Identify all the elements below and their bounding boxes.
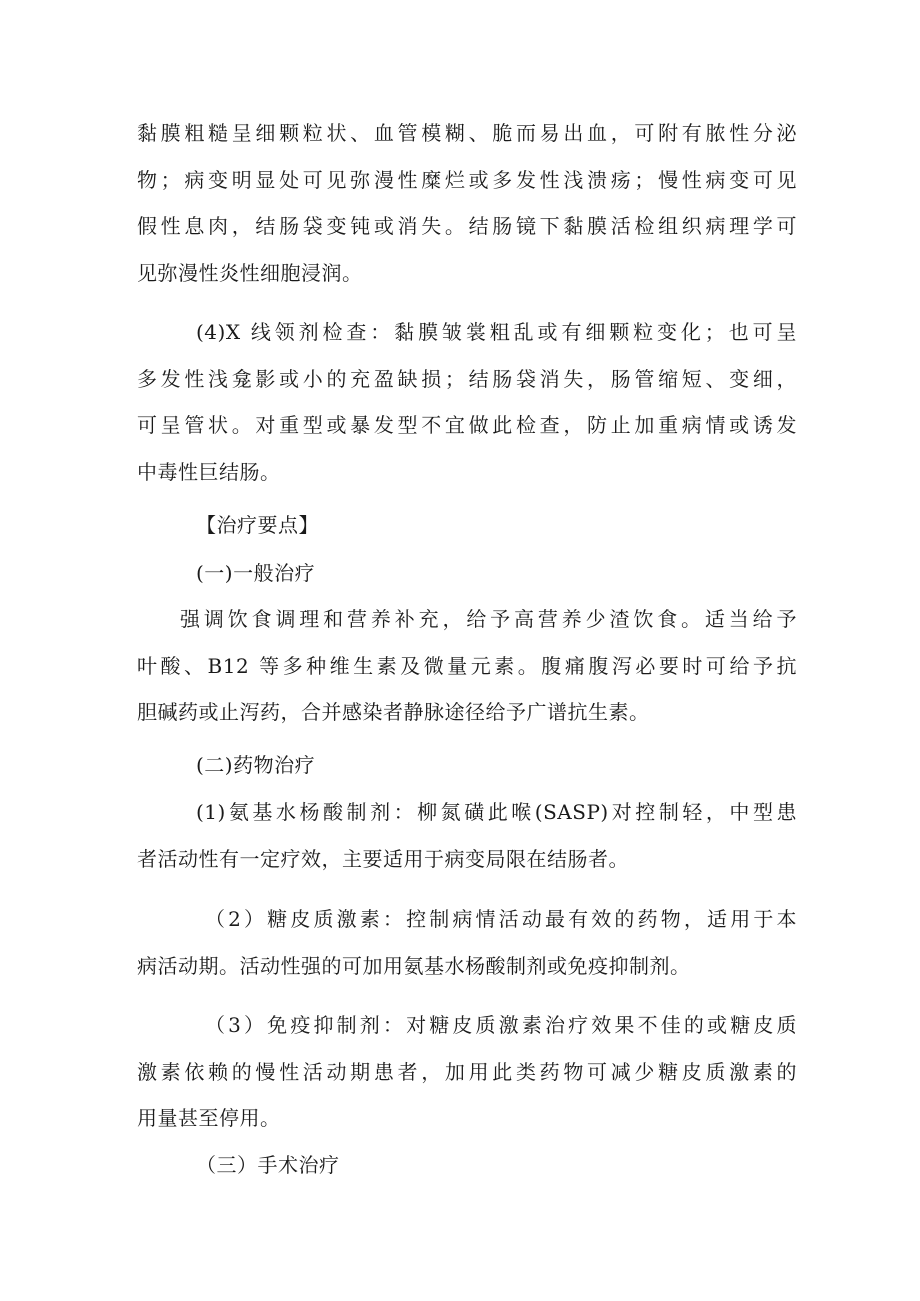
section-heading-treatment: 【治疗要点】 bbox=[196, 513, 319, 537]
text-line-6: 多发性浅龛影或小的充盈缺损；结肠袋消失，肠管缩短、变细， bbox=[137, 367, 797, 391]
text-line-1: 黏膜粗糙呈细颗粒状、血管模糊、脆而易出血，可附有脓性分泌 bbox=[137, 121, 797, 145]
text-line-18: 病活动期。活动性强的可加用氨基水杨酸制剂或免疫抑制剂。 bbox=[137, 954, 691, 978]
text-line-20: 激素依赖的慢性活动期患者，加用此类药物可减少糖皮质激素的 bbox=[137, 1060, 797, 1084]
text-line-7: 可呈管状。对重型或暴发型不宜做此检查，防止加重病情或诱发 bbox=[137, 413, 797, 437]
text-line-8: 中毒性巨结肠。 bbox=[137, 460, 281, 484]
subheading-surgical-treatment: （三）手术治疗 bbox=[196, 1153, 340, 1177]
text-line-13: 胆碱药或止泻药，合并感染者静脉途径给予广谱抗生素。 bbox=[137, 700, 650, 724]
text-line-4: 见弥漫性炎性细胞浸润。 bbox=[137, 261, 363, 285]
text-line-2: 物；病变明显处可见弥漫性糜烂或多发性浅溃疡；慢性病变可见 bbox=[137, 168, 797, 192]
text-line-5: (4)X 线领剂检查：黏膜皱裳粗乱或有细颗粒变化；也可呈 bbox=[196, 320, 797, 344]
text-line-15: (1)氨基水杨酸制剂：柳氮磺此喉(SASP)对控制轻，中型患 bbox=[196, 800, 797, 824]
text-line-12: 叶酸、B12 等多种维生素及微量元素。腹痛腹泻必要时可给予抗 bbox=[137, 654, 797, 678]
text-line-11: 强调饮食调理和营养补充，给予高营养少渣饮食。适当给予 bbox=[180, 607, 797, 631]
text-line-16: 者活动性有一定疗效，主要适用于病变局限在结肠者。 bbox=[137, 847, 629, 871]
text-line-19: （3）免疫抑制剂：对糖皮质激素治疗效果不佳的或糖皮质 bbox=[205, 1013, 797, 1037]
text-line-17: （2）糖皮质激素：控制病情活动最有效的药物，适用于本 bbox=[205, 907, 797, 931]
subheading-drug-treatment: (二)药物治疗 bbox=[196, 753, 316, 777]
text-line-3: 假性息肉，结肠袋变钝或消失。结肠镜下黏膜活检组织病理学可 bbox=[137, 214, 797, 238]
text-line-21: 用量甚至停用。 bbox=[137, 1106, 281, 1130]
subheading-general-treatment: (一)一般治疗 bbox=[196, 561, 316, 585]
